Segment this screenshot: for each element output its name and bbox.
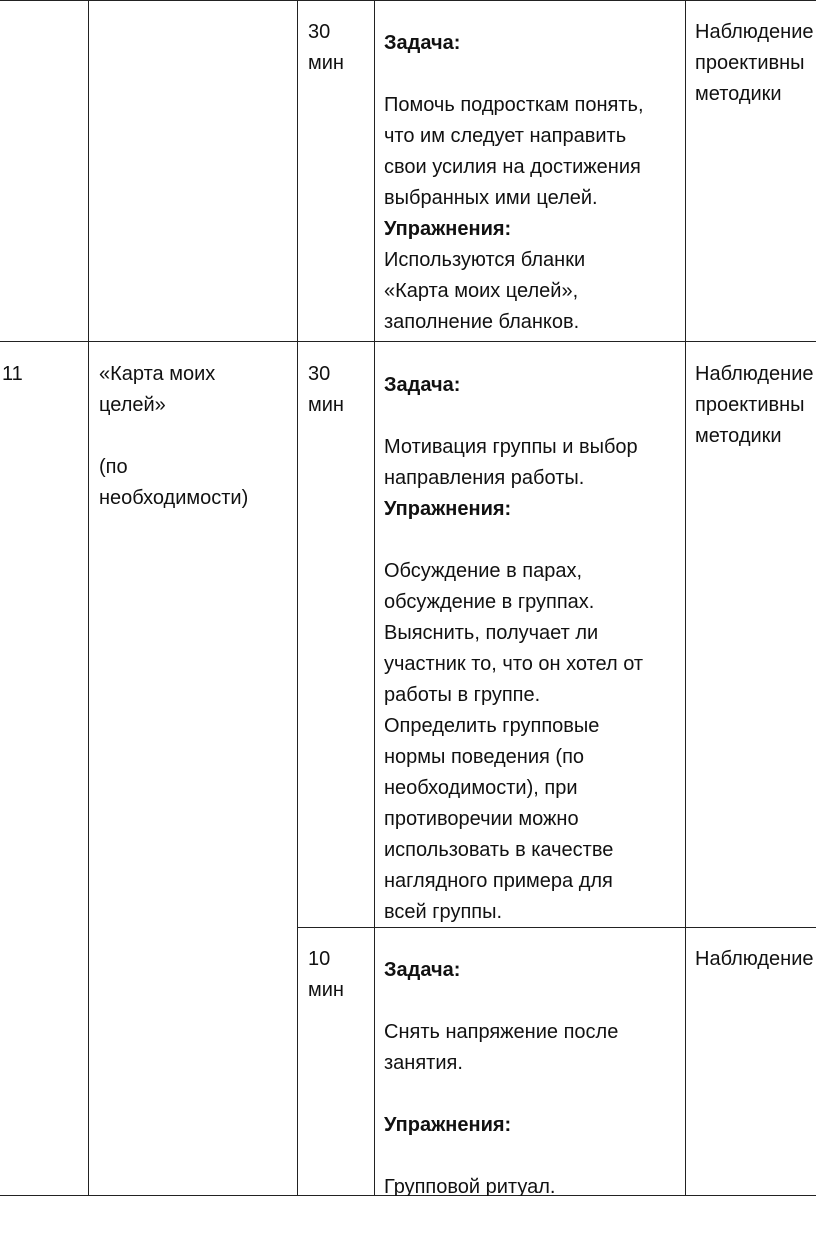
row2-time-cell (308, 359, 344, 421)
exercise-line: Обсуждение в парах, (384, 560, 583, 582)
exercise-line: всей группы. (384, 901, 503, 923)
exercise-line: противоречии можно (384, 808, 579, 830)
method-line: Наблюдение (695, 363, 814, 385)
task-line: выбранных ими целей. (384, 187, 598, 209)
task-label: Задача: (384, 32, 461, 54)
method-line: проективны (695, 52, 805, 74)
table-col-divider-3 (374, 0, 375, 1196)
spacer (384, 401, 643, 432)
spacer (384, 986, 618, 1017)
method-line: Наблюдение (695, 21, 814, 43)
exercise-line: заполнение бланков. (384, 311, 580, 333)
exercise-line: использовать в качестве (384, 839, 614, 861)
exercise-line: Выяснить, получает ли (384, 622, 599, 644)
spacer (99, 421, 248, 452)
exercises-label: Упражнения: (384, 1114, 512, 1136)
row3-time-cell (308, 944, 344, 1006)
table-rule-top (0, 0, 816, 1)
task-line: направления работы. (384, 467, 585, 489)
method-line: методики (695, 425, 782, 447)
task-line: Помочь подросткам понять, (384, 94, 644, 116)
lesson-note-line: (по (99, 456, 128, 478)
time-unit: мин (308, 979, 344, 1001)
row1-time-cell (308, 17, 344, 79)
lesson-title-line: «Карта моих (99, 363, 216, 385)
lesson-note-line: необходимости) (99, 487, 249, 509)
spacer (384, 1141, 618, 1172)
task-line: Мотивация группы и выбор (384, 436, 638, 458)
exercises-label: Упражнения: (384, 218, 512, 240)
row2-methods-cell (695, 359, 814, 452)
spacer (384, 59, 644, 90)
table-rule-row-divider (0, 341, 816, 342)
exercise-line: «Карта моих целей», (384, 280, 579, 302)
exercise-line: необходимости), при (384, 777, 578, 799)
method-line: Наблюдение (695, 948, 814, 970)
task-label: Задача: (384, 959, 461, 981)
exercise-line: нормы поведения (по (384, 746, 585, 768)
row3-methods-cell (695, 944, 814, 975)
table-col-divider-2 (297, 0, 298, 1196)
time-value: 30 (308, 363, 331, 385)
table-col-divider-4 (685, 0, 686, 1196)
row3-content-cell (384, 955, 618, 1196)
time-value: 10 (308, 948, 331, 970)
task-line: занятия. (384, 1052, 463, 1074)
table-col-divider-1 (88, 0, 89, 1196)
time-unit: мин (308, 394, 344, 416)
exercise-line: Групповой ритуал. (384, 1176, 556, 1196)
method-line: проективны (695, 394, 805, 416)
exercise-line: Используются бланки (384, 249, 586, 271)
row1-content-cell (384, 28, 644, 338)
exercise-line: работы в группе. (384, 684, 541, 706)
method-line: методики (695, 83, 782, 105)
exercise-line: наглядного примера для (384, 870, 613, 892)
spacer (384, 525, 643, 556)
task-line: Снять напряжение после (384, 1021, 619, 1043)
lesson-title-line: целей» (99, 394, 166, 416)
time-value: 30 (308, 21, 331, 43)
row1-methods-cell (695, 17, 814, 110)
task-label: Задача: (384, 374, 461, 396)
lesson-title-cell (99, 359, 248, 514)
exercise-line: Определить групповые (384, 715, 600, 737)
exercises-label: Упражнения: (384, 498, 512, 520)
row2-content-cell (384, 370, 643, 928)
exercise-line: участник то, что он хотел от (384, 653, 644, 675)
task-line: свои усилия на достижения (384, 156, 641, 178)
spacer (384, 1079, 618, 1110)
task-line: что им следует направить (384, 125, 627, 147)
row-number: 11 (2, 363, 23, 385)
time-unit: мин (308, 52, 344, 74)
exercise-line: обсуждение в группах. (384, 591, 595, 613)
